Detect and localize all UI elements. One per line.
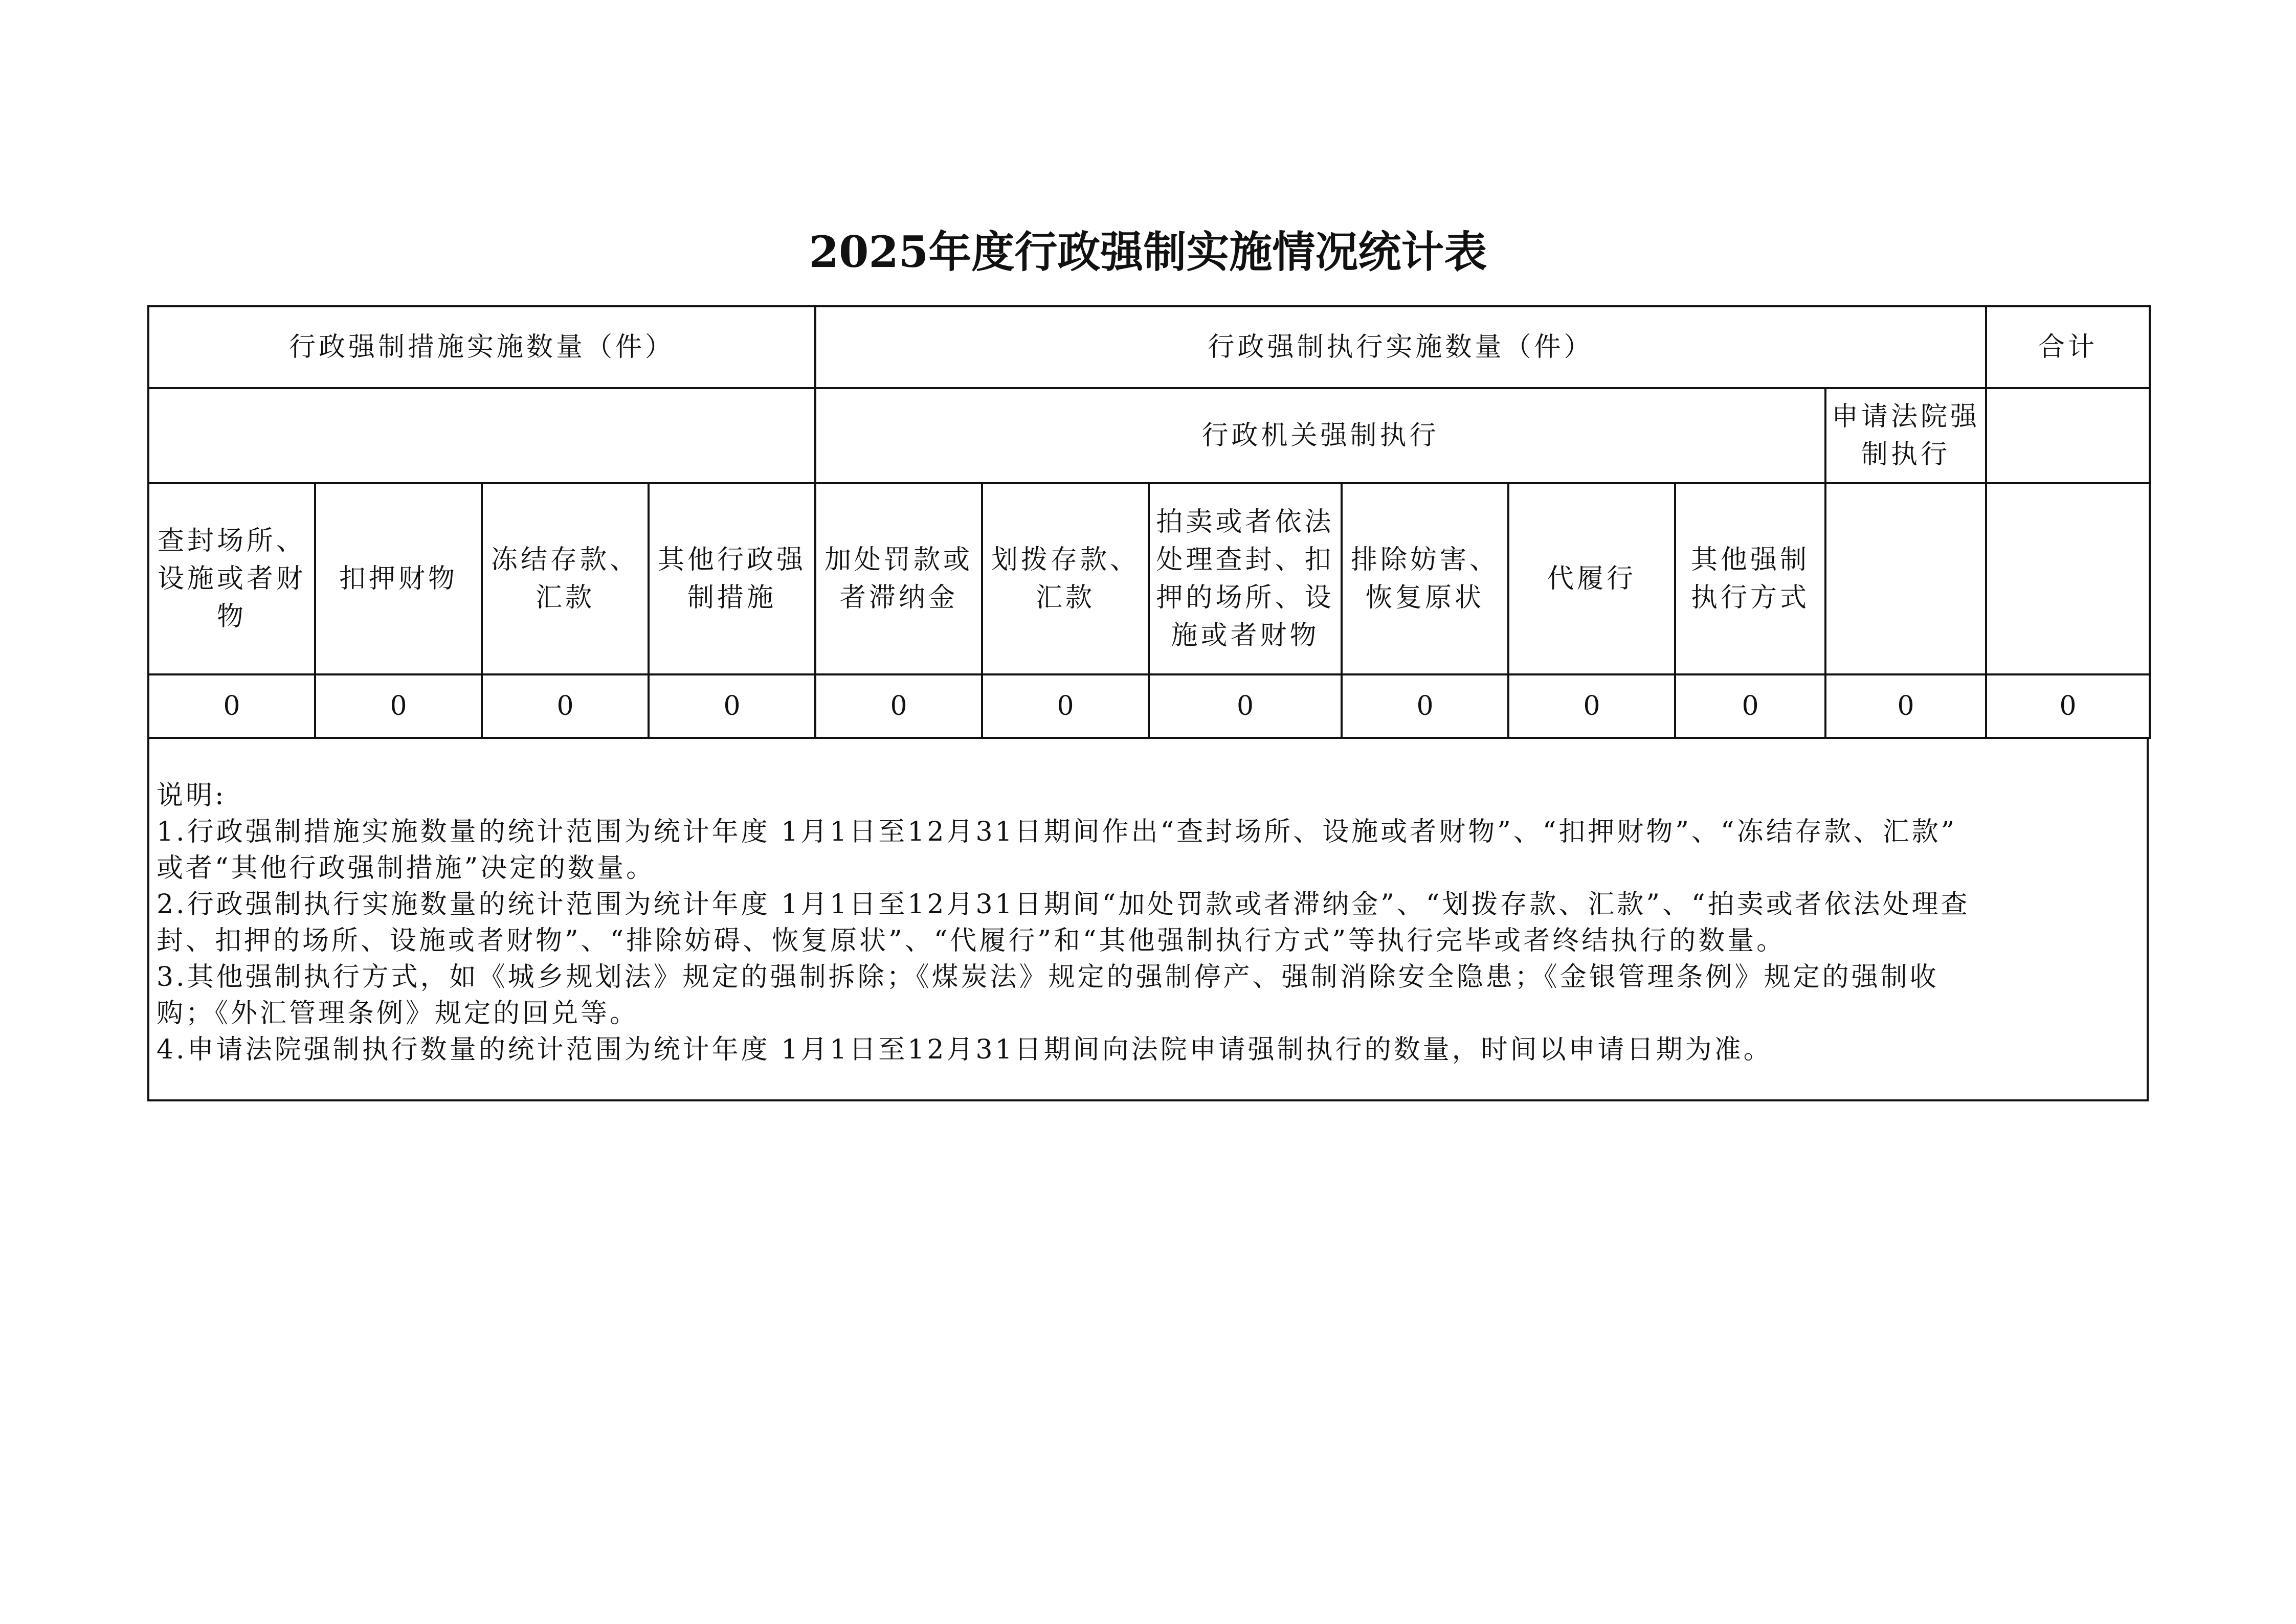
header-agency-enforcement: 行政机关强制执行 bbox=[815, 388, 1825, 483]
page-title: 2025年度行政强制实施情况统计表 bbox=[809, 227, 1487, 277]
value-cell: 0 bbox=[1986, 674, 2150, 738]
note-line: 2.行政强制执行实施数量的统计范围为统计年度 1月1日至12月31日期间“加处罚款或者滞纳金”、“划拨存款、汇款”、“拍卖或者依法处理查 bbox=[157, 889, 1970, 920]
value-cell: 0 bbox=[815, 674, 982, 738]
column-header: 加处罚款或者滞纳金 bbox=[815, 483, 982, 674]
header-total: 合计 bbox=[1986, 306, 2150, 388]
value-cell: 0 bbox=[148, 674, 315, 738]
header-measures: 行政强制措施实施数量（件） bbox=[148, 306, 815, 388]
note-line: 3.其他强制执行方式，如《城乡规划法》规定的强制拆除；《煤炭法》规定的强制停产、强制消除安全隐患；《金银管理条例》规定的强制收 bbox=[157, 962, 1939, 993]
column-header: 其他强制执行方式 bbox=[1675, 483, 1825, 674]
value-cell: 0 bbox=[982, 674, 1149, 738]
value-cell: 0 bbox=[482, 674, 649, 738]
value-cell: 0 bbox=[649, 674, 815, 738]
header-enforcement: 行政强制执行实施数量（件） bbox=[815, 306, 1986, 388]
header-total-blank bbox=[1986, 388, 2150, 483]
header-row-sub bbox=[148, 388, 2150, 483]
column-header-blank bbox=[1825, 483, 1986, 674]
statistics-table bbox=[147, 305, 2151, 739]
header-row-columns bbox=[148, 483, 2150, 674]
value-cell: 0 bbox=[1149, 674, 1342, 738]
value-cell: 0 bbox=[315, 674, 482, 738]
note-line: 购；《外汇管理条例》规定的回兑等。 bbox=[157, 998, 639, 1029]
note-line: 或者“其他行政强制措施”决定的数量。 bbox=[157, 853, 656, 884]
column-header: 拍卖或者依法处理查封、扣押的场所、设施或者财物 bbox=[1149, 483, 1342, 674]
header-measures-blank bbox=[148, 388, 815, 483]
column-header: 查封场所、设施或者财物 bbox=[148, 483, 315, 674]
header-court-enforcement: 申请法院强制执行 bbox=[1825, 388, 1986, 483]
column-header: 划拨存款、汇款 bbox=[982, 483, 1149, 674]
header-row-groups bbox=[148, 306, 2150, 388]
value-cell: 0 bbox=[1675, 674, 1825, 738]
note-line: 封、扣押的场所、设施或者财物”、“排除妨碍、恢复原状”、“代履行”和“其他强制执行方式”等执行完毕或者终结执行的数量。 bbox=[157, 926, 1786, 956]
note-line: 4.申请法院强制执行数量的统计范围为统计年度 1月1日至12月31日期间向法院申请强制执行的数量，时间以申请日期为准。 bbox=[157, 1034, 1773, 1065]
table-row bbox=[148, 674, 2150, 738]
value-cell: 0 bbox=[1508, 674, 1675, 738]
note-line: 1.行政强制措施实施数量的统计范围为统计年度 1月1日至12月31日期间作出“查封场所、设施或者财物”、“扣押财物”、“冻结存款、汇款” bbox=[157, 817, 1957, 847]
column-header-blank bbox=[1986, 483, 2150, 674]
value-cell: 0 bbox=[1342, 674, 1508, 738]
column-header: 扣押财物 bbox=[315, 483, 482, 674]
notes-heading: 说明: bbox=[157, 780, 227, 811]
notes-box bbox=[147, 737, 2149, 1101]
value-cell: 0 bbox=[1825, 674, 1986, 738]
column-header: 代履行 bbox=[1508, 483, 1675, 674]
column-header: 其他行政强制措施 bbox=[649, 483, 815, 674]
column-header: 冻结存款、汇款 bbox=[482, 483, 649, 674]
column-header: 排除妨害、恢复原状 bbox=[1342, 483, 1508, 674]
